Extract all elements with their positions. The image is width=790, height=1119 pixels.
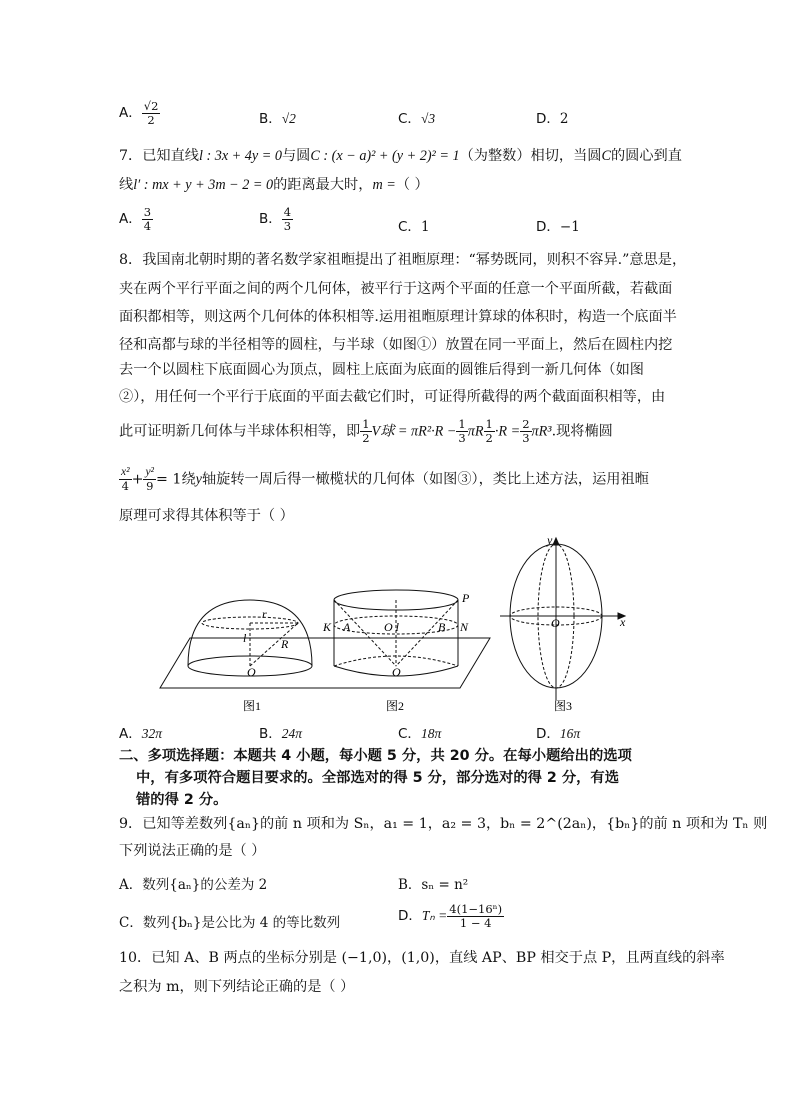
q6-option-b: B．√2 [259,111,296,127]
section2-line3: 错的得 2 分。 [136,792,228,808]
q8-line3: 面积都相等，则这两个几何体的体积相等.运用祖暅原理计算球的体积时，构造一个底面半 [119,309,677,325]
label-O2: O [392,665,401,679]
q8-line4: 径和高都与球的半径相等的圆柱，与半球（如图①）放置在同一平面上，然后在圆柱内挖 [119,337,673,353]
option-label: A． [119,105,142,122]
ground-plane [160,638,490,688]
q8-line6: ②），用任何一个平行于底面的平面去截它们时，可证得所截得的两个截面面积相等，由 [119,389,666,405]
q8-figures [150,530,640,720]
q6-option-d: D．2 [536,111,569,127]
q7-option-b: B． $\frac{4}{3}$ [259,205,292,234]
section2-line1: 二、多项选择题：本题共 4 小题，每小题 5 分，共 20 分。在每小题给出的选项 [119,748,632,764]
label-x: x [620,615,626,629]
q8-line8: $\frac{\text{x²}}{4}$ + $\frac{\text{y²}}{9}$ = 1绕y轴旋转一周后得一橄榄状的几何体（如图③），类比上述方法，运用祖暅 [121,466,649,494]
label-Ol: O l [384,620,399,634]
q8-line2: 夹在两个平行平面之间的两个几何体，被平行于这两个平面的任意一个平面所截，若截面 [119,281,673,297]
label-B: B [438,620,446,634]
label-N: N [460,620,469,634]
q7-line2: 线l′ : mx + y + 3m − 2 = 0的距离最大时，m =（ ） [119,177,429,193]
q7-option-a: A． $\frac{3}{4}$ [119,205,152,234]
q8-option-a: A．32π [119,726,163,742]
label-O3: O [551,616,560,630]
label-O1: O [247,665,256,679]
label-P: P [462,591,470,605]
q8-line5: 去一个以圆柱下底面圆心为顶点，圆柱上底面为底面的圆锥后得到一新几何体（如图 [119,362,644,378]
q7-option-c: C．1 [398,219,430,235]
q9-option-b: B．sₙ = n² [398,877,469,893]
caption-fig1: 图1 [243,699,262,713]
q9-option-d: D．Tₙ = $\frac{\text{4(1−16ⁿ)}}{1 - 4}$ [398,902,503,931]
q6-option-a [119,100,160,127]
q7-option-d: D．−1 [536,219,580,235]
fraction: $\frac{√2}{2}$ [143,99,159,128]
q9-line1: 9．已知等差数列{aₙ}的前 n 项和为 Sₙ，a₁ = 1，a₂ = 3，bₙ = 2^(2aₙ)，{bₙ}的前 n 项和为 Tₙ 则 [119,816,768,832]
q6-option-c: C．√3 [398,111,436,127]
q8-line9: 原理可求得其体积等于（ ） [119,508,294,524]
label-R: R [281,637,289,651]
label-y: y [547,533,553,547]
q8-line1: 8．我国南北朝时期的著名数学家祖暅提出了祖暅原理：“幂势既同，则积不容异.”意思是， [119,252,687,268]
caption-fig3: 图3 [554,699,573,713]
label-K: K [323,620,332,634]
q9-option-a: A．数列{aₙ}的公差为 2 [119,877,268,893]
q8-option-c: C．18π [398,726,442,742]
q9-option-c: C．数列{bₙ}是公比为 4 的等比数列 [119,915,341,931]
q8-line7: 此可证明新几何体与半球体积相等，即 $\frac{1}{2}$ V球 = πR²·R − $\frac{1}{3}$ πR $\frac{1}{2}$ ·R = $\frac{2}{3}$ πR³.现将椭圆 [119,417,613,446]
section2-line2: 中，有多项符合题目要求的。全部选对的得 5 分，部分选对的得 2 分，有选 [136,770,620,786]
label-r: r [262,607,267,621]
ellipsoid [500,538,625,700]
q10-line2: 之积为 m，则下列结论正确的是（ ） [119,979,355,995]
label-l: l [243,631,247,645]
q9-line2: 下列说法正确的是（ ） [119,843,266,859]
label-A: A [343,620,351,634]
caption-fig2: 图2 [386,699,405,713]
q7-line1: 7．已知直线l : 3x + 4y = 0与圆C : (x − a)² + (y + 2)² = 1（为整数）相切，当圆C的圆心到直 [119,148,682,164]
q8-option-d: D．16π [536,726,581,742]
q8-option-b: B．24π [259,726,303,742]
q10-line1: 10．已知 A、B 两点的坐标分别是 (−1,0)，(1,0)，直线 AP、BP 相交于点 P，且两直线的斜率 [119,950,725,966]
